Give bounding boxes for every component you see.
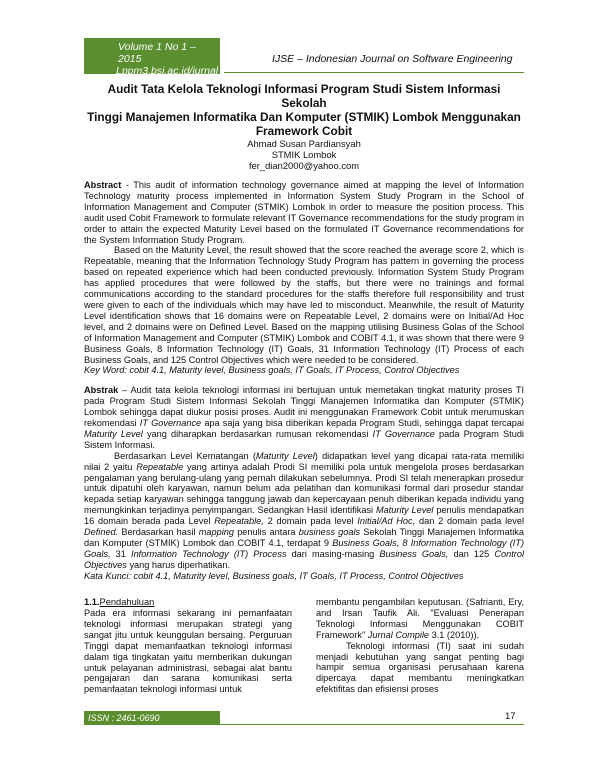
abstrak-italic: Initial/Ad Hoc,	[357, 516, 416, 527]
abstrak-text: – Audit tata kelola teknologi informasi ini bertujuan untuk memetakan tingkat maturity proses TI pada Program Studi Sistem Informasi Sekolah Tinggi Manajemen Informatika dan Komputer (STMIK) Lombok sehingga dapat diukur posisi proses. Audit ini menggunakan Framework Cobit untuk merumuskan rekomendasi	[84, 385, 524, 429]
journal-url: Lppm3.bsi.ac.id/jurnal	[116, 65, 219, 77]
abstrak-text: dan 125	[448, 548, 495, 559]
abstrak-text: Berdasarkan Level Kematangan (	[114, 450, 256, 461]
section-heading	[84, 597, 292, 608]
abstrak-text: pada Program Studi Sistem Informasi.	[84, 428, 524, 450]
right-column	[316, 597, 524, 695]
keywords-id: Kata Kunci: cobit 4.1, Maturity level, Business goals, IT Goals, IT Process, Control Objectives	[84, 570, 464, 581]
abstrak-italic: Maturity Level	[84, 428, 143, 439]
abstrak-text: ) didapatkan level yang dicapai rata-rata memiliki nilai 2 yaitu	[84, 450, 524, 472]
abstrak-italic: Information Technology (IT) Process	[131, 548, 287, 559]
abstrak-text: yang harus diperhatikan.	[126, 559, 231, 570]
body-italic: Jurnal Compile	[367, 629, 430, 640]
abstrak-text: 31	[110, 548, 132, 559]
abstrak-text: apa saja yang bisa diberikan kepada Program Studi, sehingga dapat tercapai	[201, 418, 524, 429]
abstract-id-label: Abstrak	[84, 385, 119, 396]
author-affiliation: STMIK Lombok	[271, 149, 337, 160]
intro-paragraph-right-2: Teknologi informasi (TI) saat ini sudah menjadi kebutuhan yang sangat penting bagi hampir semua organisasi perusahaan karena dipercaya dapat membantu meningkatkan efektifitas dan efisiensi proses	[316, 640, 524, 695]
issn-badge: ISSN : 2461-0690	[84, 711, 220, 725]
paper-content	[84, 80, 524, 582]
abstrak-italic: Repeatable	[136, 461, 184, 472]
author-name: Ahmad Susan Pardiansyah	[247, 138, 361, 149]
author-email: fer_dian2000@yahoo.com	[248, 160, 360, 171]
abstrak-italic: Defined.	[84, 527, 119, 538]
abstract-id-paragraph-1	[84, 385, 524, 450]
volume-label: Volume 1 No 1 – 2015	[118, 41, 196, 65]
abstrak-text: Sekolah Tinggi Manajemen Informatika dan Komputer (STMIK) Lombok dan COBIT 4.1, terdapat 9	[84, 527, 524, 548]
body-text: membantu pengambilan keputusan. (Safrianti, Ery, and Irsan Taufik Ali. "Evaluasi Penerapan Teknologi Informasi Menggunakan COBIT Framework"	[316, 597, 524, 640]
intro-paragraph-right-1	[316, 597, 524, 641]
page-number: 17	[505, 711, 516, 722]
abstrak-text: dan 2 domain pada level	[415, 516, 524, 527]
abstrak-italic: IT Governance	[372, 428, 435, 439]
section-title: Pendahuluan	[99, 597, 155, 607]
header-journal-badge	[84, 38, 220, 77]
journal-name: IJSE – Indonesian Journal on Software Engineering	[224, 53, 524, 73]
abstrak-italic: IT Governance	[139, 418, 202, 429]
abstrak-italic: Business Goals, 8 Information Technology (IT) Goals,	[84, 538, 524, 559]
abstrak-text: dari masing-masing	[286, 548, 380, 559]
body-columns	[84, 597, 524, 695]
title-line-1: Audit Tata Kelola Teknologi Informasi Program Studi Sistem Informasi Sekolah	[107, 82, 501, 110]
abstrak-text: penulis mendapatkan 16 domain berada pada Level	[84, 505, 524, 527]
body-text: 3.1 (2010)).	[429, 629, 480, 640]
abstrak-text: Berdasarkan hasil	[118, 527, 199, 538]
left-column	[84, 597, 292, 695]
abstrak-italic: Maturity Level	[375, 505, 434, 516]
abstract-id-paragraph-2	[84, 451, 524, 571]
keywords-en: Key Word: cobit 4.1, Maturity level, Business goals, IT Goals, IT Process, Control Objectives	[84, 365, 460, 376]
abstrak-text: penulis antara	[234, 527, 299, 538]
abstract-en-paragraph-1	[84, 180, 524, 245]
abstract-en-text-1: - This audit of information technology governance aimed at mapping the level of Information Technology maturity process implemented in Information System Study Program in the School of Information Management and Computer (STMIK) Lombok in order to measure the position process. This audit used Cobit Framework to formulate relevant IT Governance recommendations for the study program in order to attain the expected Maturity Level based on the formulated IT Governance recommendations for the System Information Study Program.	[84, 180, 524, 245]
abstrak-text: yang diharapkan berdasarkan rumusan rekomendasi	[142, 428, 373, 439]
footer-rule	[220, 724, 524, 725]
title-line-3: Framework Cobit	[255, 124, 353, 138]
abstrak-italic: Business Goals,	[379, 548, 449, 559]
abstract-en-paragraph-2: Based on the Maturity Level, the result showed that the score reached the average score 2, which is Repeatable, meaning that the Information Technology Study Program has pattern in governing the process based on repeated experience which had been conducted previously. Information System Study Program has applied procedures that were followed by the staffs, but there were no trainings and formal communications according to the standard procedures for the staffs therefore full responsibility and trust were given to each of the individuals which may have led to misconduct. Meanwhile, the result of Maturity Level identification shows that 16 domains were on Repeatable Level, 2 domains were on Initial/Ad Hoc level, and 2 domains were on Defined Level. Based on the mapping utilising Business Golas of the School of Information Management and Computer (STMIK) Lombok and COBIT 4.1, it was shown that there were 9 Business Goals, 8 Information Technology (IT) Goals, 31 Information Technology (IT) Process of each Business Goals, and 125 Control Objectives which were needed to be considered.	[84, 245, 524, 365]
abstrak-text: yang artinya adalah Prodi SI memiliki pola untuk mengelola proses berdasarkan pengalaman yang berulang-ulang yang pernah dilakukan sebelumnya. Prodi SI telah menerapkan prosedur untuk dipatuhi oleh karyawan, namun belum ada pelatihan dan komunikasi formal dari prosedur standar kepada setiap karyawan sehingga tanggung jawab dan kepercayaan penuh diberikan kepada individu yang memungkinkan terjadinya penyimpangan. Sedangkan Hasil identifikasi	[84, 461, 524, 516]
abstrak-italic: Control Objectives	[84, 548, 524, 570]
intro-paragraph-left: Pada era informasi sekarang ini pemanfaatan teknologi informasi merupakan strategi yang sangat jitu untuk keunggulan bersaing. Perguruan Tinggi dapat memanfaatkan teknologi informasi dalam tiga tingkatan yaitu memberikan dukungan untuk pelayanan administrasi, sebagai alat bantu pengajaran dan sarana komunikasi serta pemanfaatan teknologi informasi untuk	[84, 608, 292, 695]
abstrak-italic: Maturity Level	[255, 450, 315, 461]
abstract-en-label: Abstract	[84, 180, 122, 190]
title-line-2: Tinggi Manajemen Informatika Dan Komputer (STMIK) Lombok Menggunakan	[87, 110, 521, 124]
abstrak-text: 2 domain pada level	[263, 516, 358, 527]
section-number: 1.1.	[84, 597, 100, 607]
paper-title	[84, 82, 524, 138]
abstrak-italic: business goals	[298, 527, 361, 538]
abstrak-italic: mapping	[198, 527, 235, 538]
abstrak-italic: Repeatable,	[214, 516, 264, 527]
